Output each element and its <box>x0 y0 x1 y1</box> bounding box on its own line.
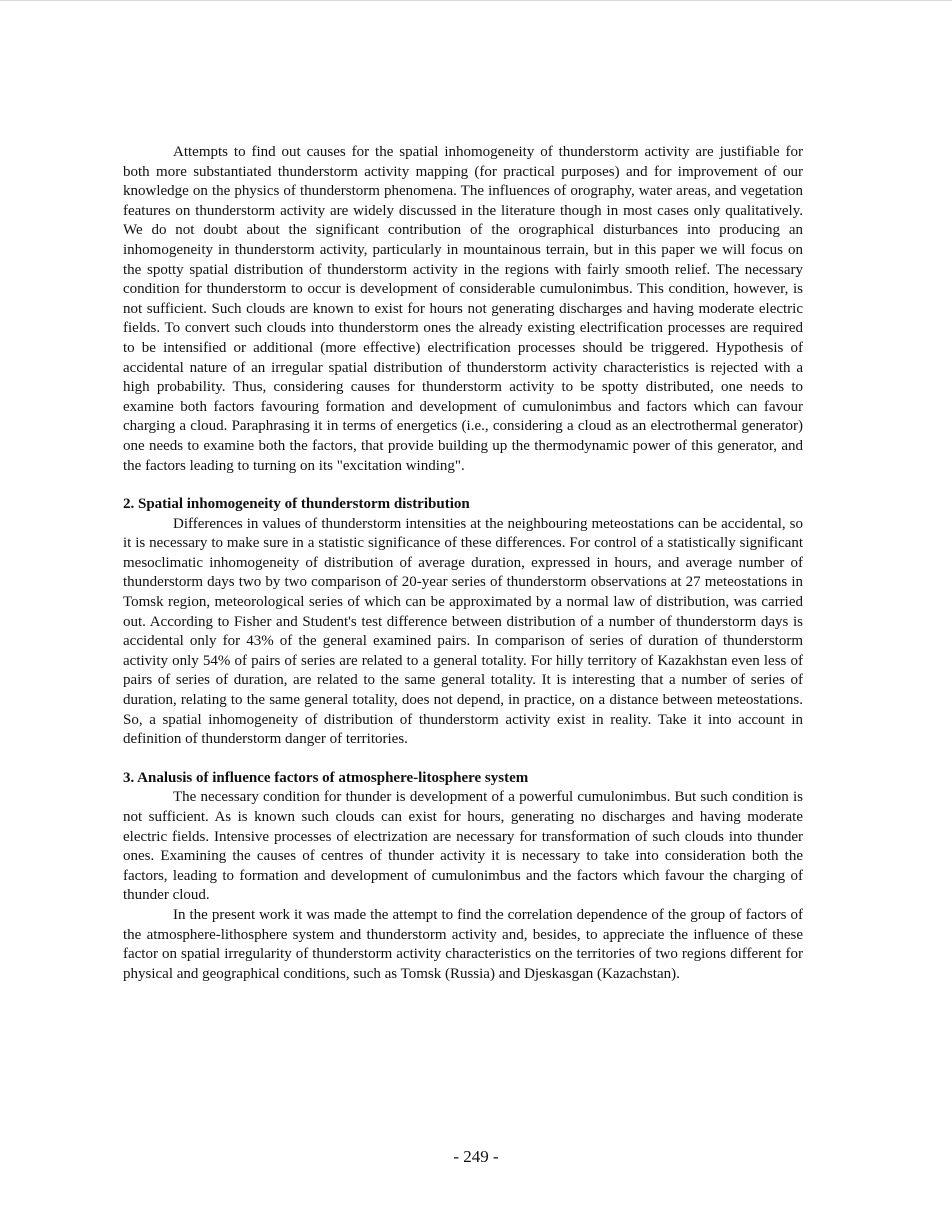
section-spacer <box>123 750 803 769</box>
document-body <box>123 143 803 984</box>
section-3-paragraph-2: In the present work it was made the attempt to find the correlation dependence of the group of factors of the atmosphere-lithosphere system and thunderstorm activity and, besides, to appreciate the influence of these factor on spatial irregularity of thunderstorm activity characteristics on the territories of two regions different for physical and geographical conditions, such as Tomsk (Russia) and Djeskasgan (Kazachstan). <box>123 906 803 982</box>
section-spacer <box>123 476 803 495</box>
section-2-paragraph: Differences in values of thunderstorm intensities at the neighbouring meteostations can be accidental, so it is necessary to make sure in a statistic significance of these differences. For control of a statistically significant mesoclimatic inhomogeneity of distribution of average duration, expressed in hours, and average number of thunderstorm days two by two comparison of 20-year series of thunderstorm observations at 27 meteostations in Tomsk region, meteorological series of which can be approximated by a normal law of distribution, was carried out. According to Fisher and Student's test difference between distribution of a number of thunderstorm days is accidental only for 43% of the general examined pairs. In comparison of series of duration of thunderstorm activity only 54% of pairs of series are related to a general totality. For hilly territory of Kazakhstan even less of pairs of series of duration, are related to the same general totality. It is interesting that a number of series of duration, relating to the same general totality, does not depend, in practice, on a distance between meteostations. So, a spatial inhomogeneity of distribution of thunderstorm activity exist in reality. Take it into account in definition of thunderstorm danger of territories. <box>123 515 803 748</box>
section-3-paragraph-1: The necessary condition for thunder is development of a powerful cumulonimbus. But such condition is not sufficient. As is known such clouds can exist for hours, generating no discharges and having moderate electric fields. Intensive processes of electrization are necessary for transformation of such clouds into thunder ones. Examining the causes of centres of thunder activity it is necessary to take into consideration both the factors, leading to formation and development of cumulonimbus and the factors which favour the charging of thunder cloud. <box>123 789 803 904</box>
section-2-heading: 2. Spatial inhomogeneity of thunderstorm distribution <box>123 496 470 513</box>
intro-paragraph: Attempts to find out causes for the spatial inhomogeneity of thunderstorm activity are justifiable for both more substantiated thunderstorm activity mapping (for practical purposes) and for improvement of our knowledge on the physics of thunderstorm phenomena. The influences of orography, water areas, and vegetation features on thunderstorm activity are widely discussed in the literature though in most cases only qualitatively. We do not doubt about the significant contribution of the orographical disturbances into producing an inhomogeneity in thunderstorm activity, particularly in mountainous terrain, but in this paper we will focus on the spotty spatial distribution of thunderstorm activity in the regions with fairly smooth relief. The necessary condition for thunderstorm to occur is development of considerable cumulonimbus. This condition, however, is not sufficient. Such clouds are known to exist for hours not generating discharges and having moderate electric fields. To convert such clouds into thunderstorm ones the already existing electrification processes are required to be intensified or additional (more effective) electrification processes should be triggered. Hypothesis of accidental nature of an irregular spatial distribution of thunderstorm activity characteristics is rejected with a high probability. Thus, considering causes for thunderstorm activity to be spotty distributed, one needs to examine both factors favouring formation and development of cumulonimbus and factors which can favour charging a cloud. Paraphrasing it in terms of energetics (i.e., considering a cloud as an electrothermal generator) one needs to examine both the factors, that provide building up the thermodynamic power of this generator, and the factors leading to turning on its "excitation winding". <box>123 144 803 474</box>
section-3-heading: 3. Analusis of influence factors of atmosphere-litosphere system <box>123 769 529 786</box>
page-number: - 249 - <box>453 1147 499 1166</box>
top-border-line <box>0 0 952 1</box>
